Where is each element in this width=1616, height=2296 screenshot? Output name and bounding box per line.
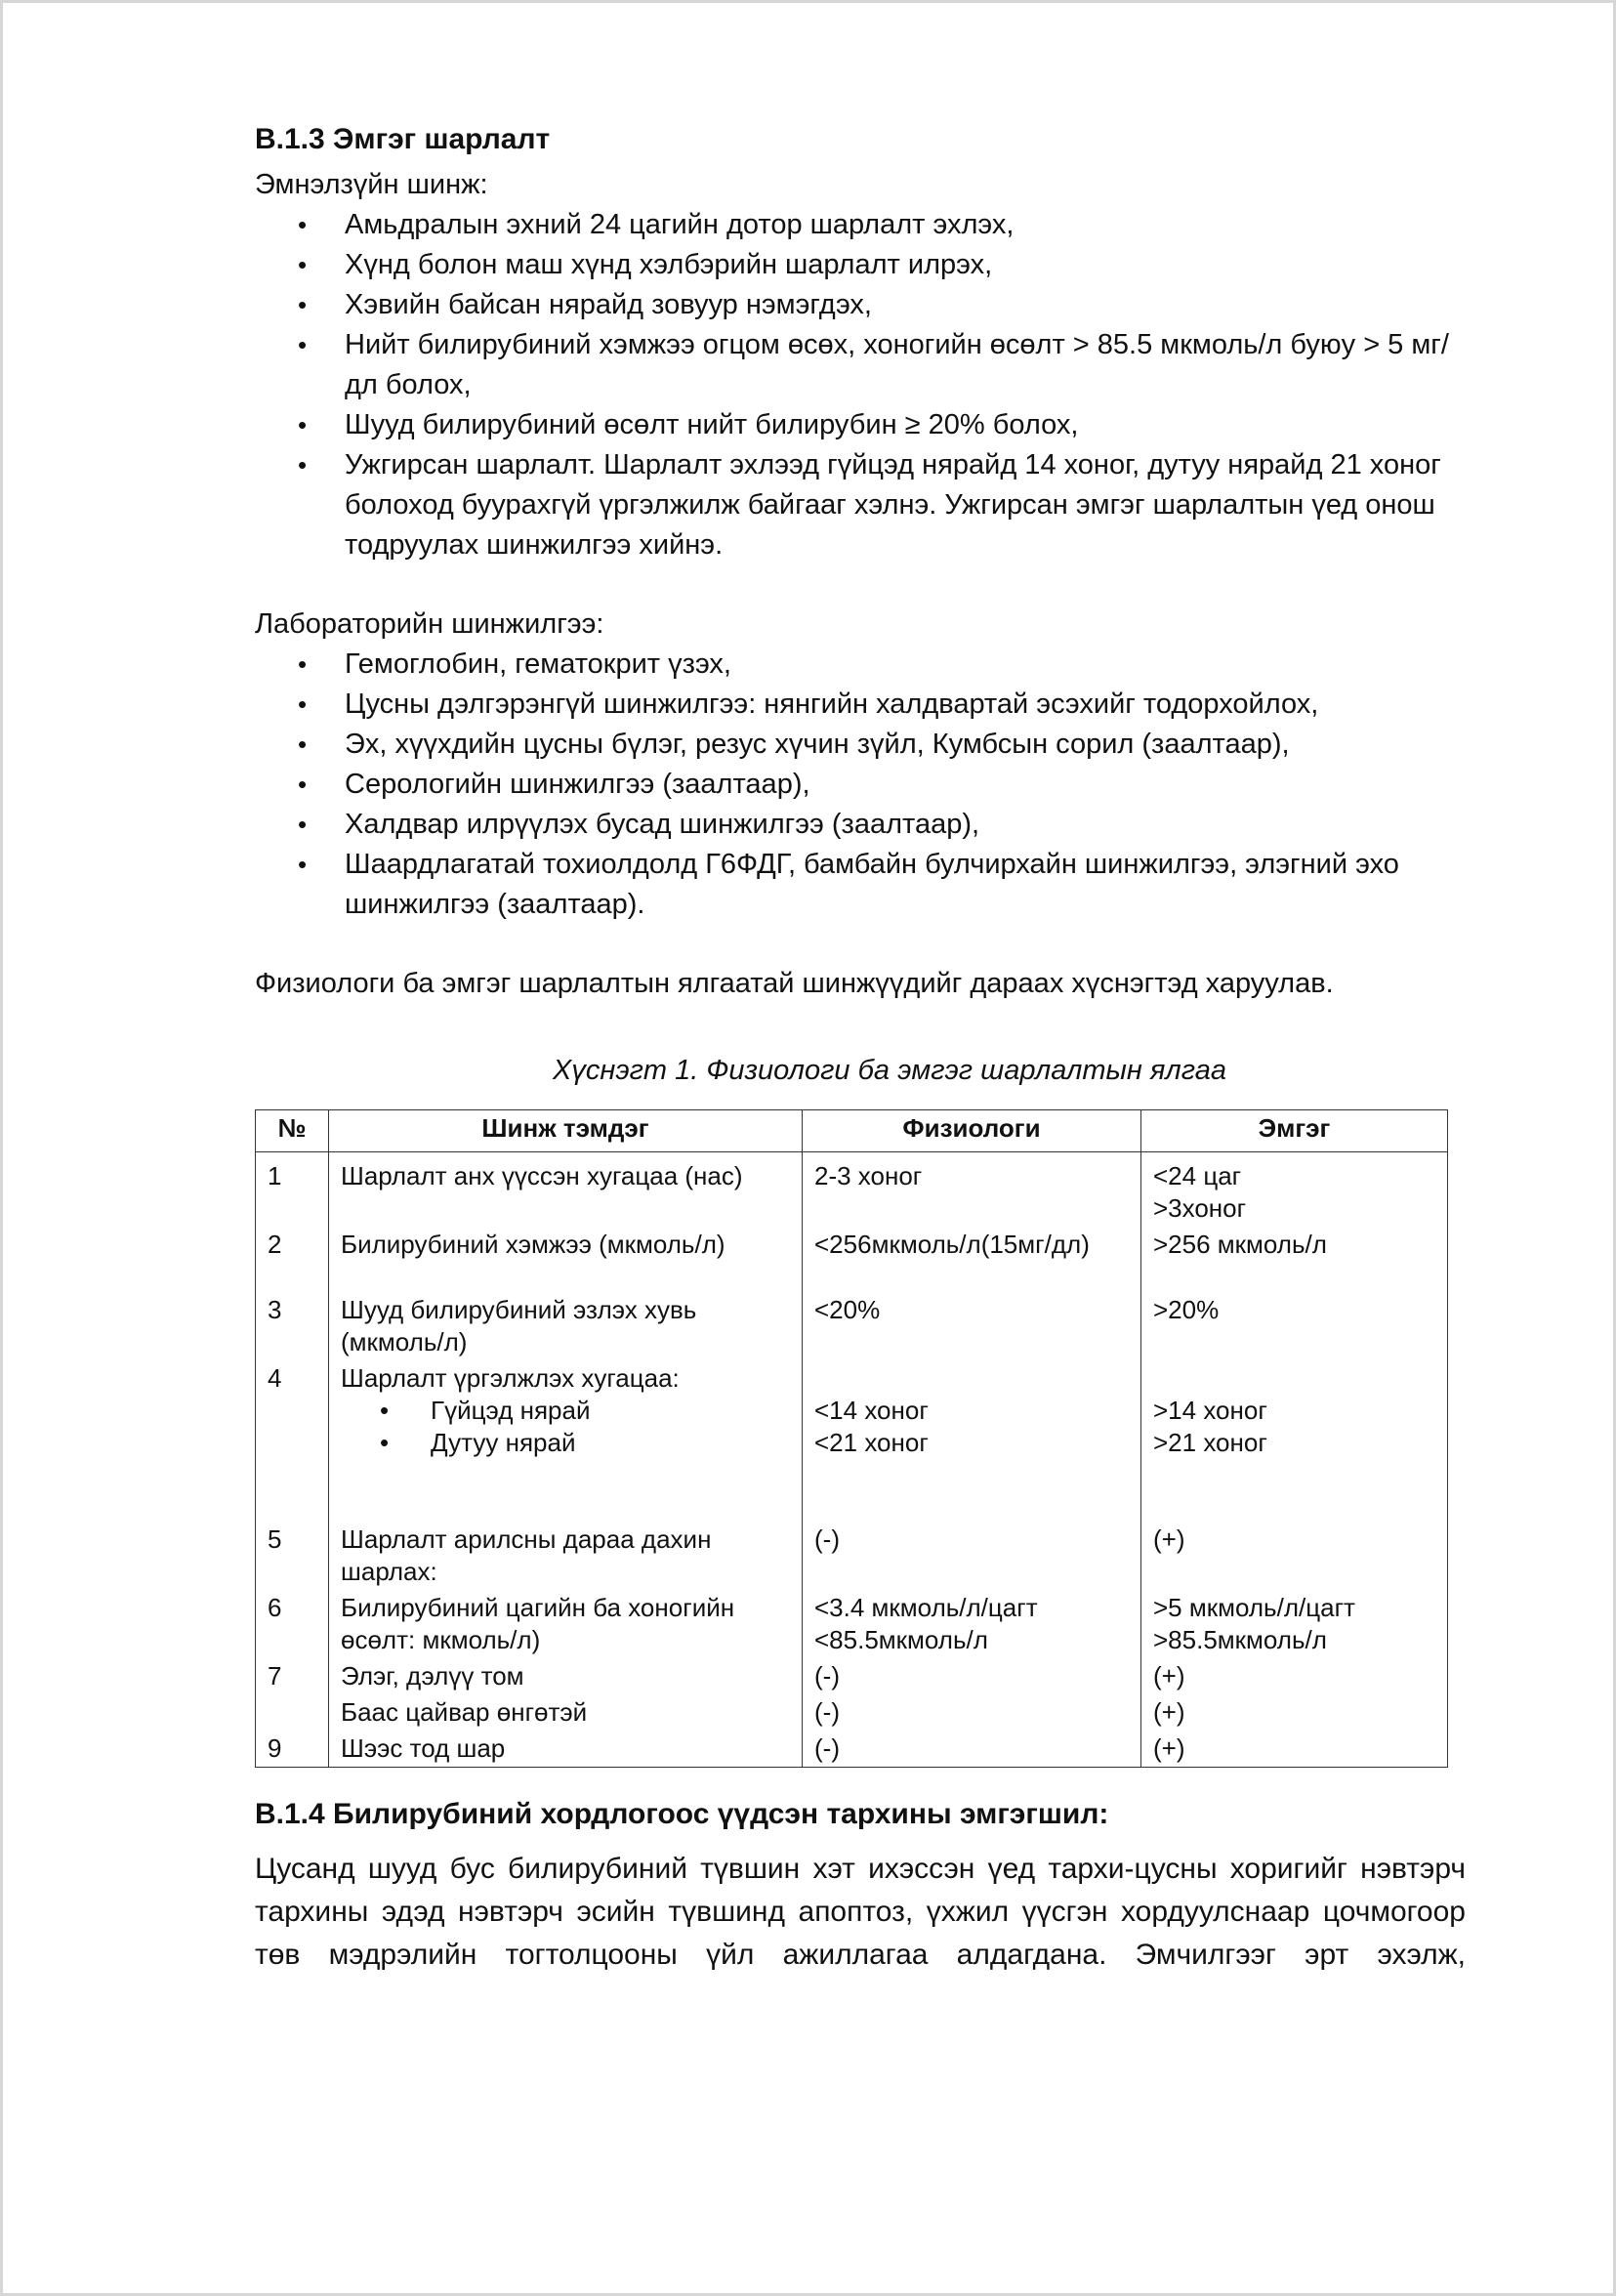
page-content [255, 120, 1466, 1977]
table-header-row [256, 1110, 1448, 1152]
header-sign: Шинж тэмдэг [329, 1110, 803, 1152]
cell-sign: Элэг, дэлүү том [329, 1658, 803, 1694]
duration-sublist [341, 1395, 790, 1459]
cell-pathological: (+) [1141, 1522, 1448, 1590]
cell-value: <3.4 мкмоль/л/цагт [814, 1593, 1038, 1622]
paragraph-line: Цусанд шууд бус билирубиний түвшин хэт ихэссэн үед тархи-цусны хоригийг нэвтэрч [255, 1853, 1466, 1885]
table-row [256, 1152, 1448, 1228]
cell-physiological: 2-3 хоног [803, 1152, 1141, 1228]
cell-pathological: >256 мкмоль/л [1141, 1227, 1448, 1292]
cell-physiological: (-) [803, 1731, 1141, 1768]
cell-value: <24 цаг [1153, 1161, 1242, 1190]
cell-number [256, 1694, 329, 1731]
list-item: • Хүнд болон маш хүнд хэлбэрийн шарлалт илрэх, [298, 245, 1466, 285]
cell-sign: Баас цайвар өнгөтэй [329, 1694, 803, 1731]
list-item: • Халдвар илрүүлэх бусад шинжилгээ (заалтаар), [298, 805, 1466, 845]
table-row [256, 1522, 1448, 1590]
cell-value: <85.5мкмоль/л [814, 1625, 988, 1654]
list-item: • Шууд билирубиний өсөлт нийт билирубин ≥ 20% болох, [298, 405, 1466, 445]
cell-value: >14 хоног [1153, 1396, 1267, 1425]
table-row [256, 1227, 1448, 1292]
cell-number: 1 [256, 1152, 329, 1228]
cell-number: 7 [256, 1658, 329, 1694]
cell-sign: Шарлалт арилсны дараа дахин шарлах: [329, 1522, 803, 1590]
cell-number: 5 [256, 1522, 329, 1590]
cell-physiological: <256мкмоль/л(15мг/дл) [803, 1227, 1141, 1292]
cell-pathological: >20% [1141, 1292, 1448, 1360]
list-item: • Цусны дэлгэрэнгүй шинжилгээ: нянгийн халдвартай эсэхийг тодорхойлох, [298, 685, 1466, 725]
lab-tests-label: Лабораторийн шинжилгээ: [255, 608, 604, 640]
cell-pathological [1141, 1152, 1448, 1228]
cell-physiological [803, 1360, 1141, 1522]
clinical-signs-label: Эмнэлзүйн шинж: [255, 169, 488, 200]
cell-sign: Билирубиний цагийн ба хоногийн өсөлт: мкмоль/л) [329, 1590, 803, 1658]
list-item: • Дутуу нярай [380, 1427, 790, 1459]
cell-value: <14 хоног [814, 1396, 929, 1425]
cell-number: 2 [256, 1227, 329, 1292]
cell-sign: Шууд билирубиний эзлэх хувь (мкмоль/л) [329, 1292, 803, 1360]
cell-physiological: (-) [803, 1658, 1141, 1694]
paragraph-line: тархины эдэд нэвтэрч эсийн түвшинд апоптоз, үхжил үүсгэн хордуулснаар цочмогоор [255, 1896, 1466, 1928]
cell-pathological [1141, 1590, 1448, 1658]
table-row [256, 1694, 1448, 1731]
cell-value: >85.5мкмоль/л [1153, 1625, 1327, 1654]
table-row [256, 1658, 1448, 1694]
cell-value: >3хоног [1153, 1193, 1247, 1223]
list-item: • Амьдралын эхний 24 цагийн дотор шарлалт эхлэх, [298, 205, 1466, 245]
cell-number: 6 [256, 1590, 329, 1658]
list-item: • Эх, хүүхдийн цусны бүлэг, резус хүчин зүйл, Кумбсын сорил (заалтаар), [298, 725, 1466, 765]
table-intro: Физиологи ба эмгэг шарлалтын ялгаатай шинжүүдийг дараах хүснэгтэд харуулав. [255, 968, 1334, 999]
cell-value: <21 хоног [814, 1428, 929, 1457]
list-item: • Нийт билирубиний хэмжээ огцом өсөх, хоногийн өсөлт > 85.5 мкмоль/л буюу > 5 мг/дл болох, [298, 325, 1466, 405]
comparison-table [255, 1109, 1448, 1768]
cell-physiological: (-) [803, 1694, 1141, 1731]
list-item: • Ужгирсан шарлалт. Шарлалт эхлээд гүйцэд нярайд 14 хоног, дутуу нярайд 21 хоног болоход буурахгүй үргэлжилж байгааг хэлнэ. Ужгирсан эмгэг шарлалтын үед онош тодруулах шинжилгээ хийнэ. [298, 445, 1466, 565]
list-item: • Шаардлагатай тохиолдолд Г6ФДГ, бамбайн булчирхайн шинжилгээ, элэгний эхо шинжилгээ (заалтаар). [298, 845, 1466, 925]
section-heading-b13: B.1.3 Эмгэг шарлалт [255, 123, 551, 155]
cell-value: >21 хоног [1153, 1428, 1267, 1457]
cell-number: 9 [256, 1731, 329, 1768]
list-item: • Гүйцэд нярай [380, 1395, 790, 1427]
cell-pathological: (+) [1141, 1658, 1448, 1694]
list-item: • Серологийн шинжилгээ (заалтаар), [298, 765, 1466, 805]
cell-sign: Шээс тод шар [329, 1731, 803, 1768]
table-caption: Хүснэгт 1. Физиологи ба эмгэг шарлалтын ялгаа [553, 1055, 1226, 1086]
cell-physiological: <20% [803, 1292, 1141, 1360]
cell-pathological: (+) [1141, 1731, 1448, 1768]
cell-sign [329, 1360, 803, 1522]
cell-pathological: (+) [1141, 1694, 1448, 1731]
table-row [256, 1292, 1448, 1360]
table-row [256, 1590, 1448, 1658]
table-row [256, 1360, 1448, 1522]
cell-sign: Билирубиний хэмжээ (мкмоль/л) [329, 1227, 803, 1292]
cell-value: Шарлалт үргэлжлэх хугацаа: [341, 1363, 680, 1393]
cell-number: 3 [256, 1292, 329, 1360]
cell-number: 4 [256, 1360, 329, 1522]
cell-sign: Шарлалт анх үүссэн хугацаа (нас) [329, 1152, 803, 1228]
cell-physiological [803, 1590, 1141, 1658]
header-physiological: Физиологи [803, 1110, 1141, 1152]
header-number: № [256, 1110, 329, 1152]
header-pathological: Эмгэг [1141, 1110, 1448, 1152]
lab-tests-list [255, 645, 1466, 925]
paragraph-line: төв мэдрэлийн тогтолцооны үйл ажиллагаа алдагдана. Эмчилгээг эрт эхэлж, [255, 1939, 1466, 1971]
table-row [256, 1731, 1448, 1768]
list-item: • Хэвийн байсан нярайд зовуур нэмэгдэх, [298, 285, 1466, 325]
cell-physiological: (-) [803, 1522, 1141, 1590]
section-heading-b14: B.1.4 Билирубиний хордлогоос үүдсэн тархины эмгэгшил: [255, 1798, 1109, 1830]
list-item: • Гемоглобин, гематокрит үзэх, [298, 645, 1466, 685]
cell-value: >5 мкмоль/л/цагт [1153, 1593, 1355, 1622]
clinical-signs-list [255, 205, 1466, 565]
cell-pathological [1141, 1360, 1448, 1522]
